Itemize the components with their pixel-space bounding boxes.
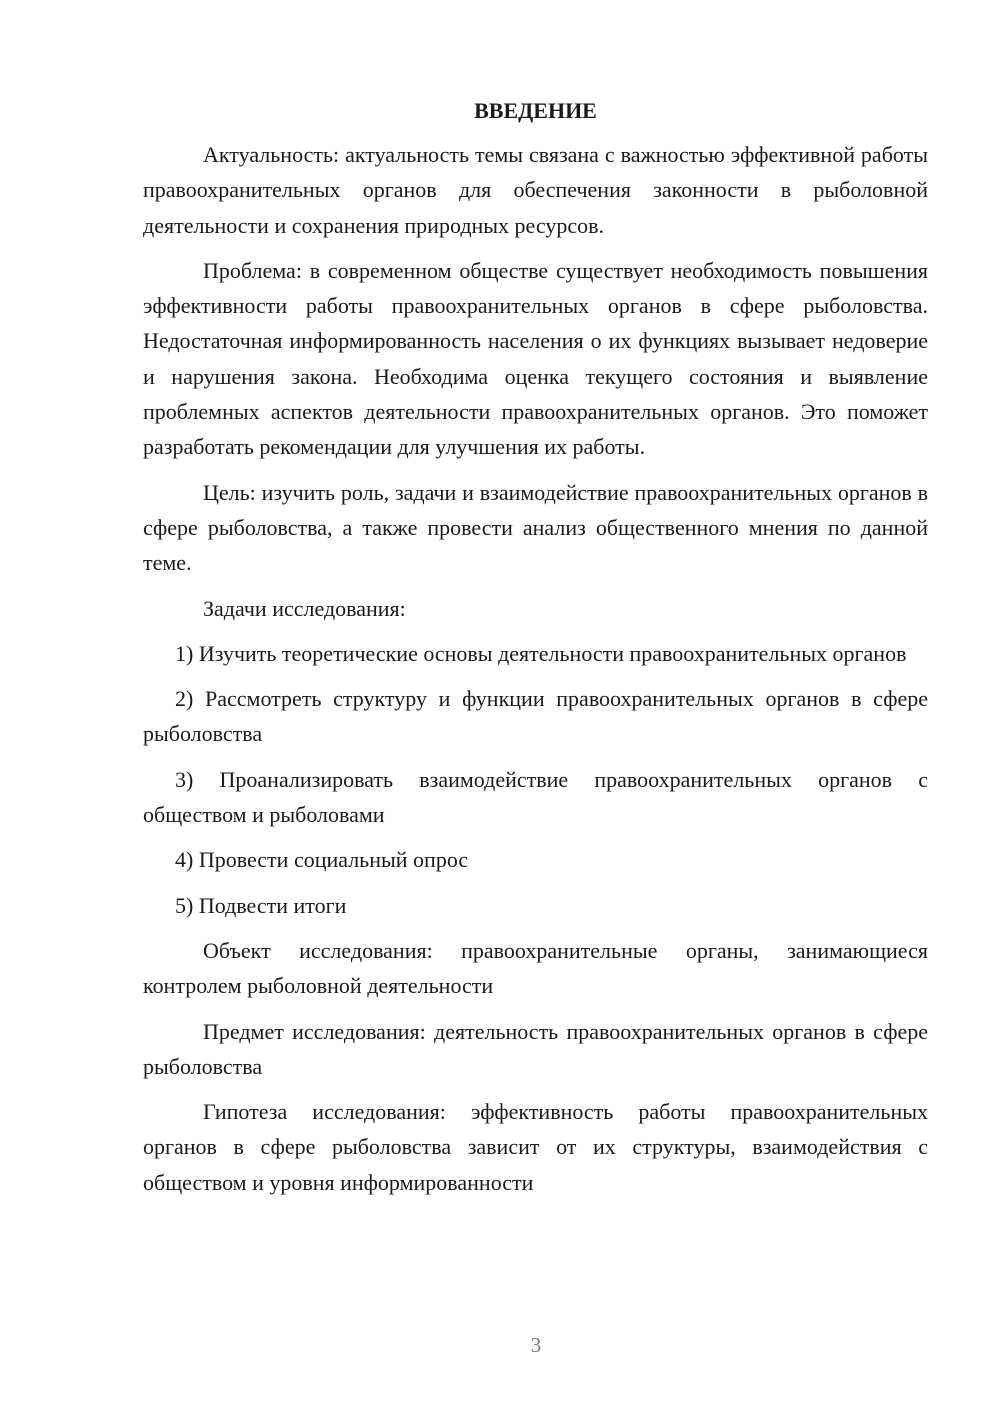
object-paragraph: Объект исследования: правоохранительные органы, занимающиеся контролем рыболовной деятельности bbox=[143, 937, 928, 999]
task-item: 4) Провести социальный опрос bbox=[175, 847, 469, 873]
subject-paragraph: Предмет исследования: деятельность правоохранительных органов в сфере рыболовства bbox=[143, 1018, 928, 1079]
task-item: 5) Подвести итоги bbox=[175, 892, 347, 918]
task-item: 2) Рассмотреть структуру и функции правоохранительных органов в сфере рыболовства bbox=[143, 686, 928, 747]
goal-paragraph: Цель: изучить роль, задачи и взаимодействие правоохранительных органов в сфере рыболовства, а также провести анализ общественного мнения по данной теме. bbox=[143, 479, 928, 576]
hypothesis-paragraph: Гипотеза исследования: эффективность работы правоохранительных органов в сфере рыболовства зависит от их структуры, взаимодействия с обществом и уровня информированности bbox=[143, 1099, 928, 1195]
tasks-heading: Задачи исследования: bbox=[203, 595, 406, 621]
document-body bbox=[143, 95, 928, 1210]
problem-paragraph: Проблема: в современном обществе существует необходимость повышения эффективности работы правоохранительных органов в сфере рыболовства. Недостаточная информированность населения о их функциях вызывает недоверие и нарушения закона. Необходима оценка текущего состояния и выявление проблемных аспектов деятельности правоохранительных органов. Это поможет разработать рекомендации для улучшения их работы. bbox=[143, 257, 928, 460]
task-item: 3) Проанализировать взаимодействие правоохранительных органов с обществом и рыболовами bbox=[143, 766, 928, 828]
section-title: ВВЕДЕНИЕ bbox=[474, 98, 597, 123]
page-number: 3 bbox=[530, 1333, 542, 1357]
relevance-paragraph: Актуальность: актуальность темы связана с важностью эффективной работы правоохранительных органов для обеспечения законности в рыболовной деятельности и сохранения природных ресурсов. bbox=[143, 142, 928, 238]
task-item: 1) Изучить теоретические основы деятельности правоохранительных органов bbox=[175, 640, 907, 666]
